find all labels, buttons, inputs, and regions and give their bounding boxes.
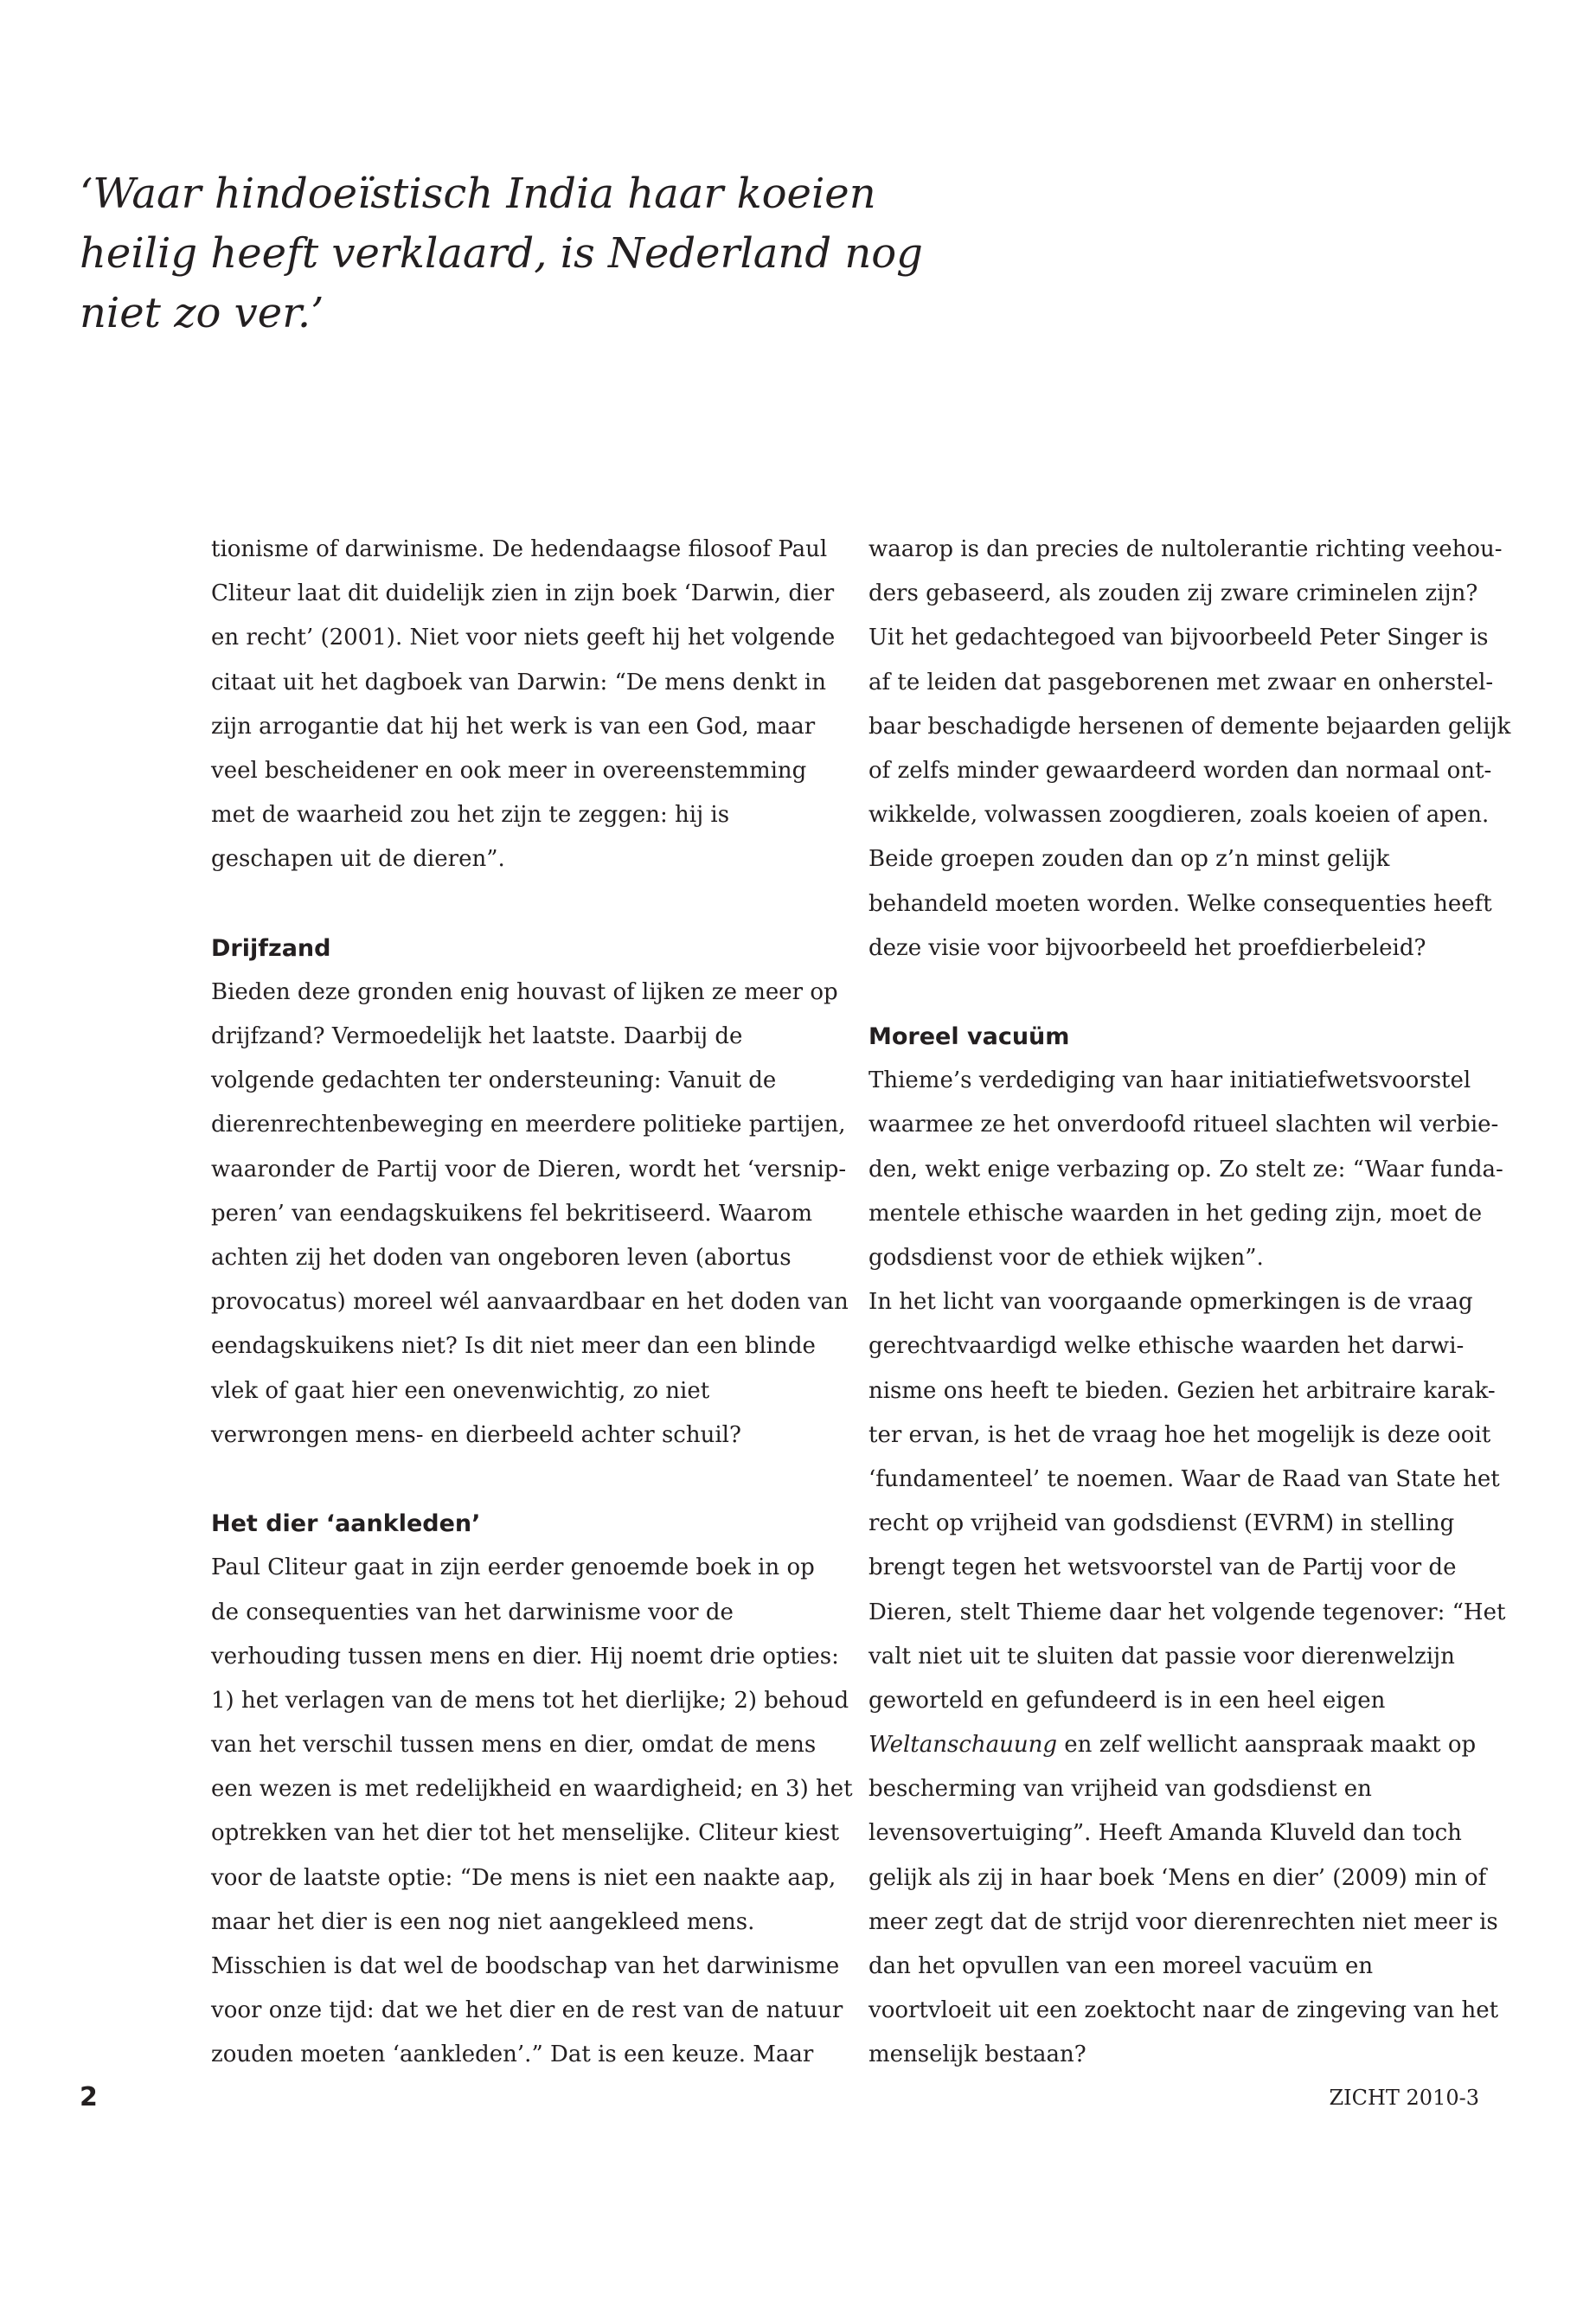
body-line: gelijk als zij in haar boek ‘Mens en dier’ (2009) min of — [869, 1864, 1487, 1891]
body-line: baar beschadigde hersenen of demente bejaarden gelijk — [869, 713, 1511, 740]
italic-term: Weltanschauung — [869, 1732, 1058, 1759]
body-line: af te leiden dat pasgeborenen met zwaar en onherstel- — [869, 669, 1494, 695]
left-column — [211, 528, 853, 2078]
body-line: 1) het verlagen van de mens tot het dierlijke; 2) behoud — [211, 1687, 849, 1714]
body-line: zijn arrogantie dat hij het werk is van een God, maar — [211, 713, 816, 740]
body-line: Bieden deze gronden enig houvast of lijken ze meer op — [211, 978, 838, 1005]
body-line: behandeld moeten worden. Welke consequenties heeft — [869, 890, 1492, 917]
body-line: meer zegt dat de strijd voor dierenrechten niet meer is — [869, 1908, 1498, 1935]
body-line: nisme ons heeft te bieden. Gezien het arbitraire karak- — [869, 1377, 1496, 1404]
body-line: of zelfs minder gewaardeerd worden dan normaal ont- — [869, 757, 1492, 784]
section-heading-moreel-vacuum: Moreel vacuüm — [869, 1023, 1070, 1051]
body-line: ‘fundamenteel’ te noemen. Waar de Raad van State het — [869, 1465, 1500, 1492]
body-line: voor onze tijd: dat we het dier en de rest van de natuur — [211, 1997, 843, 2024]
body-line: recht op vrijheid van godsdienst (EVRM) in stelling — [869, 1510, 1455, 1537]
body-line: brengt tegen het wetsvoorstel van de Partij voor de — [869, 1554, 1457, 1581]
body-line: valt niet uit te sluiten dat passie voor dierenwelzijn — [869, 1643, 1455, 1670]
page-number: 2 — [80, 2082, 98, 2112]
body-line: wikkelde, volwassen zoogdieren, zoals koeien of apen. — [869, 802, 1490, 829]
body-line: den, wekt enige verbazing op. Zo stelt ze: “Waar funda- — [869, 1156, 1503, 1183]
body-line: verwrongen mens- en dierbeeld achter schuil? — [211, 1421, 741, 1448]
body-line: menselijk bestaan? — [869, 2041, 1086, 2068]
body-line: met de waarheid zou het zijn te zeggen: hij is — [211, 802, 730, 829]
body-line: achten zij het doden van ongeboren leven (abortus — [211, 1245, 792, 1271]
paragraph-gap — [211, 1458, 817, 1502]
body-line: provocatus) moreel wél aanvaardbaar en het doden van — [211, 1289, 849, 1316]
body-line: citaat uit het dagboek van Darwin: “De mens denkt in — [211, 669, 826, 695]
body-line: levensovertuiging”. Heeft Amanda Kluveld dan toch — [869, 1820, 1462, 1847]
pull-quote-line: ‘Waar hindoeïstisch India haar koeien — [80, 170, 876, 218]
body-line: bescherming van vrijheid van godsdienst en — [869, 1776, 1372, 1803]
body-line: volgende gedachten ter ondersteuning: Vanuit de — [211, 1067, 777, 1094]
body-line: godsdienst voor de ethiek wijken”. — [869, 1245, 1264, 1271]
body-line: Misschien is dat wel de boodschap van het darwinisme — [211, 1953, 840, 1979]
body-line: van het verschil tussen mens en dier, omdat de mens — [211, 1732, 817, 1759]
body-line: ders gebaseerd, als zouden zij zware criminelen zijn? — [869, 580, 1478, 607]
pull-quote — [80, 164, 923, 343]
section-heading-aankleden: Het dier ‘aankleden’ — [211, 1510, 481, 1538]
body-line: peren’ van eendagskuikens fel bekritiseerd. Waarom — [211, 1200, 813, 1227]
body-line: Thieme’s verdediging van haar initiatiefwetsvoorstel — [869, 1067, 1471, 1094]
body-line: geschapen uit de dieren”. — [211, 846, 505, 873]
body-line: optrekken van het dier tot het menselijke. Cliteur kiest — [211, 1820, 840, 1847]
pull-quote-line: niet zo ver.’ — [80, 289, 324, 337]
body-line: maar het dier is een nog niet aangekleed mens. — [211, 1908, 755, 1935]
body-line: waarop is dan precies de nultolerantie richting veehou- — [869, 536, 1503, 562]
body-line: de consequenties van het darwinisme voor de — [211, 1599, 734, 1625]
body-line: en recht’ (2001). Niet voor niets geeft hij het volgende — [211, 625, 836, 651]
body-line: vlek of gaat hier een onevenwichtig, zo niet — [211, 1377, 710, 1404]
body-line: deze visie voor bijvoorbeeld het proefdierbeleid? — [869, 934, 1426, 961]
body-line: geworteld en gefundeerd is in een heel eigen — [869, 1687, 1386, 1714]
body-line: zouden moeten ‘aankleden’.” Dat is een keuze. Maar — [211, 2041, 814, 2068]
body-line: waaronder de Partij voor de Dieren, wordt het ‘versnip- — [211, 1156, 847, 1183]
body-line: eendagskuikens niet? Is dit niet meer dan een blinde — [211, 1333, 816, 1360]
section-heading-drijfzand: Drijfzand — [211, 934, 331, 962]
body-line: voor de laatste optie: “De mens is niet een naakte aap, — [211, 1864, 836, 1891]
body-line: voortvloeit uit een zoektocht naar de zingeving van het — [869, 1997, 1499, 2024]
body-line: drijfzand? Vermoedelijk het laatste. Daarbij de — [211, 1023, 743, 1050]
paragraph-gap — [869, 971, 1474, 1015]
body-line: Dieren, stelt Thieme daar het volgende tegenover: “Het — [869, 1599, 1506, 1625]
body-line-rest: en zelf wellicht aanspraak maakt op — [1057, 1732, 1477, 1759]
body-line: mentele ethische waarden in het geding zijn, moet de — [869, 1200, 1483, 1227]
body-line: Paul Cliteur gaat in zijn eerder genoemde boek in op — [211, 1554, 815, 1581]
body-line: verhouding tussen mens en dier. Hij noemt drie opties: — [211, 1643, 839, 1670]
right-column — [869, 528, 1511, 2078]
body-line: In het licht van voorgaande opmerkingen is de vraag — [869, 1289, 1473, 1316]
body-line: waarmee ze het onverdoofd ritueel slachten wil verbie- — [869, 1112, 1499, 1138]
paragraph-gap — [211, 882, 817, 926]
body-line: ter ervan, is het de vraag hoe het mogelijk is deze ooit — [869, 1421, 1491, 1448]
body-line: een wezen is met redelijkheid en waardigheid; en 3) het — [211, 1776, 853, 1803]
body-line: Uit het gedachtegoed van bijvoorbeeld Peter Singer is — [869, 625, 1489, 651]
body-line: veel bescheidener en ook meer in overeenstemming — [211, 757, 807, 784]
body-line-with-italic — [869, 1723, 1477, 1767]
body-line: dierenrechtenbeweging en meerdere politieke partijen, — [211, 1112, 846, 1138]
body-line: Beide groepen zouden dan op z’n minst gelijk — [869, 846, 1390, 873]
body-line: Cliteur laat dit duidelijk zien in zijn boek ‘Darwin, dier — [211, 580, 835, 607]
body-line: gerechtvaardigd welke ethische waarden het darwi- — [869, 1333, 1465, 1360]
pull-quote-line: heilig heeft verklaard, is Nederland nog — [80, 229, 923, 278]
body-line: tionisme of darwinisme. De hedendaagse filosoof Paul — [211, 536, 828, 562]
journal-issue: ZICHT 2010-3 — [1329, 2086, 1479, 2110]
body-line: dan het opvullen van een moreel vacuüm en — [869, 1953, 1374, 1979]
